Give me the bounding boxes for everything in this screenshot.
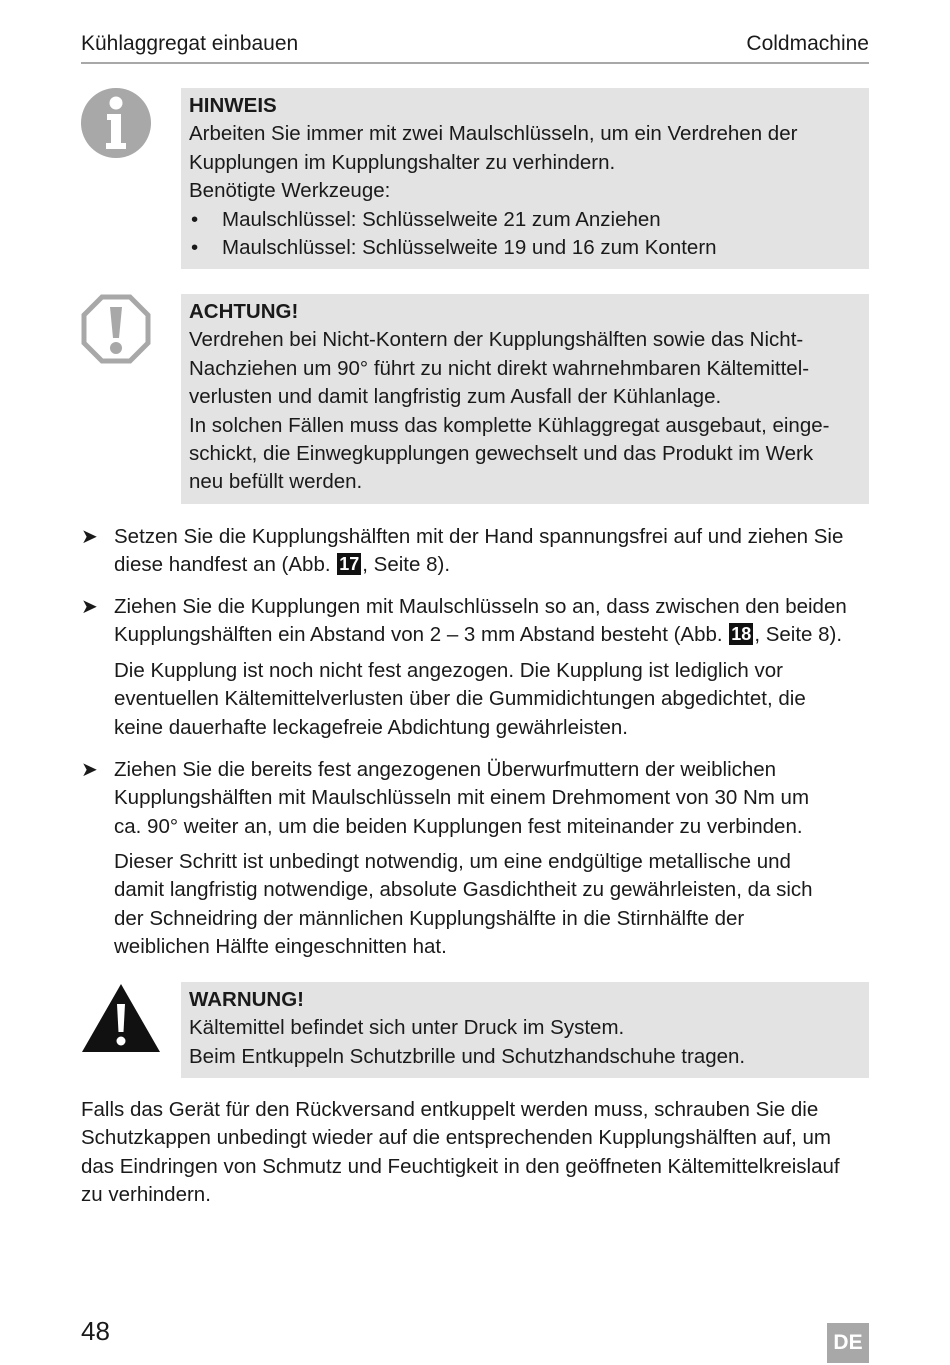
notice-text: neu befüllt werden. — [189, 470, 363, 494]
closing-paragraph: Falls das Gerät für den Rückversand entkuppelt werden muss, schrauben Sie die Schutzkappen unbedingt wieder auf die entsprechenden Kupplungshälften auf, um das Eindringen von Schmutz und Feuchtigkeit in den geöffneten Kältemittelkreislauf zu verhindern. — [81, 1098, 840, 1207]
notice-title: ACHTUNG! — [189, 300, 299, 323]
page-header — [81, 32, 869, 64]
notice-text: verlusten und damit langfristig zum Ausfall der Kühlanlage. — [189, 385, 722, 409]
hinweis-notice — [181, 88, 869, 269]
page-number: 48 — [81, 1316, 110, 1346]
header-section-title: Kühlaggregat einbauen — [81, 32, 299, 55]
notice-title: HINWEIS — [189, 94, 277, 117]
step-note: Dieser Schritt ist unbedingt notwendig, um eine endgültige metallische und damit langfristig notwendige, absolute Gasdichtheit zu gewährleisten, da sich der Schneidring der männlichen Kupplungshälfte in die Stirnhälfte der weiblichen Hälfte eingeschnitten hat. — [114, 850, 813, 959]
tool-list — [189, 206, 861, 263]
list-item: • Maulschlüssel: Schlüsselweite 21 zum Anziehen — [189, 206, 861, 234]
warning-triangle-icon — [80, 982, 162, 1054]
figure-reference: 17 — [339, 554, 360, 575]
figure-reference: 18 — [731, 624, 752, 645]
notice-text: Nachziehen um 90° führt zu nicht direkt wahrnehmbaren Kältemittel- — [189, 356, 810, 380]
bullet-icon: • — [191, 207, 199, 231]
notice-text: schickt, die Einwegkupplungen gewechselt und das Produkt im Werk — [189, 442, 814, 466]
arrow-right-icon: ➤ — [81, 759, 98, 781]
notice-text: Kupplungen im Kupplungshalter zu verhindern. — [189, 150, 616, 174]
notice-title: WARNUNG! — [189, 988, 305, 1011]
achtung-notice — [181, 294, 869, 504]
header-product-name: Coldmachine — [746, 32, 869, 55]
notice-text: In solchen Fällen muss das komplette Kühlaggregat ausgebaut, einge- — [189, 413, 830, 437]
arrow-right-icon: ➤ — [81, 596, 98, 618]
bullet-icon: • — [191, 236, 199, 260]
notice-text: Kältemittel befindet sich unter Druck im System. — [189, 1016, 625, 1040]
language-tab: DE — [827, 1323, 869, 1363]
notice-text: Arbeiten Sie immer mit zwei Maulschlüsseln, um ein Verdrehen der — [189, 122, 798, 146]
info-icon — [81, 88, 151, 158]
notice-text: Benötigte Werkzeuge: — [189, 179, 391, 203]
arrow-right-icon: ➤ — [81, 526, 98, 548]
step-note: Die Kupplung ist noch nicht fest angezogen. Die Kupplung ist lediglich vor eventuellen Kältemittelverlusten über die Gummidichtungen abgedichtet, die keine dauerhafte leckagefreie Abdichtung gewährleisten. — [114, 659, 806, 739]
warnung-notice — [181, 982, 869, 1078]
manual-page: Kühlaggregat einbauen Coldmachine HINWEIS Arbeiten Sie immer mit zwei Maulschlüsseln, um ein Verdrehen der Kupplungen im Kupplungshalter zu verhindern. Benötigte Werkzeuge: • Maulschlüssel: Schlüsselweite 21 zum Anziehen • Maulschlüssel: Schlüsselweite 19 und 16 zum Kontern ACHTUNG! Verdrehen bei Nicht-Kontern der Kupplungshälften sowie das Nicht- Nachziehen um 90° führt zu nicht direkt wahrnehmbaren Kältemittel- verlusten und damit langfristig zum Ausfall der Kühlanlage. In solchen Fällen muss das komplette Kühlaggregat ausgebaut, einge- schickt, die Einwegkupplungen gewechselt und das Produkt im Werk neu befüllt werden. ➤ Setzen Sie die Kupplungshälften mit der Hand spannungsfrei auf und ziehen Sie diese handfest an (Abb. 17 , Seite 8). ➤ Ziehen Sie die Kupplungen mit Maulschlüsseln so an, dass zwischen den beiden Kupplungshälften ein Abstand von 2 – 3 mm Abstand besteht (Abb. 18 , Seite 8). Die Kupplung ist noch nicht fest angezogen. Die Kupplung ist lediglich vor eventuellen Kältemittelverlusten über die Gummidichtungen abgedichtet, die keine dauerhafte leckagefreie Abdichtung gewährleisten. ➤ Ziehen Sie die bereits fest angezogenen Überwurfmuttern der weiblichen Kupplungshälften mit Maulschlüsseln mit einem Drehmoment von 30 Nm um ca. 90° weiter an, um die beiden Kupplungen fest miteinander zu verbinden. Dieser Schritt ist unbedingt notwendig, um eine endgültige metallische und damit langfristig notwendige, absolute Gasdichtheit zu gewährleisten, da sich der Schneidring der männlichen Kupplungshälfte in die Stirnhälfte der weiblichen Hälfte eingeschnitten hat. WARNUNG! Kältemittel befindet sich unter Druck im System. Beim Entkuppeln Schutzbrille und Schutzhandschuhe tragen. Falls das Gerät für den Rückversand entkuppelt werden muss, schrauben Sie die Schutzkappen unbedingt wieder auf die entsprechenden Kupplungshälften auf, um das Eindringen von Schmutz und Feuchtigkeit in den geöffneten Kältemittelkreislauf zu verhindern. 48 DE — [0, 0, 950, 1365]
list-item: • Maulschlüssel: Schlüsselweite 19 und 16 zum Kontern — [189, 234, 861, 262]
notice-text: Verdrehen bei Nicht-Kontern der Kupplungshälften sowie das Nicht- — [189, 328, 804, 352]
caution-octagon-icon — [81, 294, 151, 364]
notice-text: Beim Entkuppeln Schutzbrille und Schutzhandschuhe tragen. — [189, 1044, 746, 1068]
